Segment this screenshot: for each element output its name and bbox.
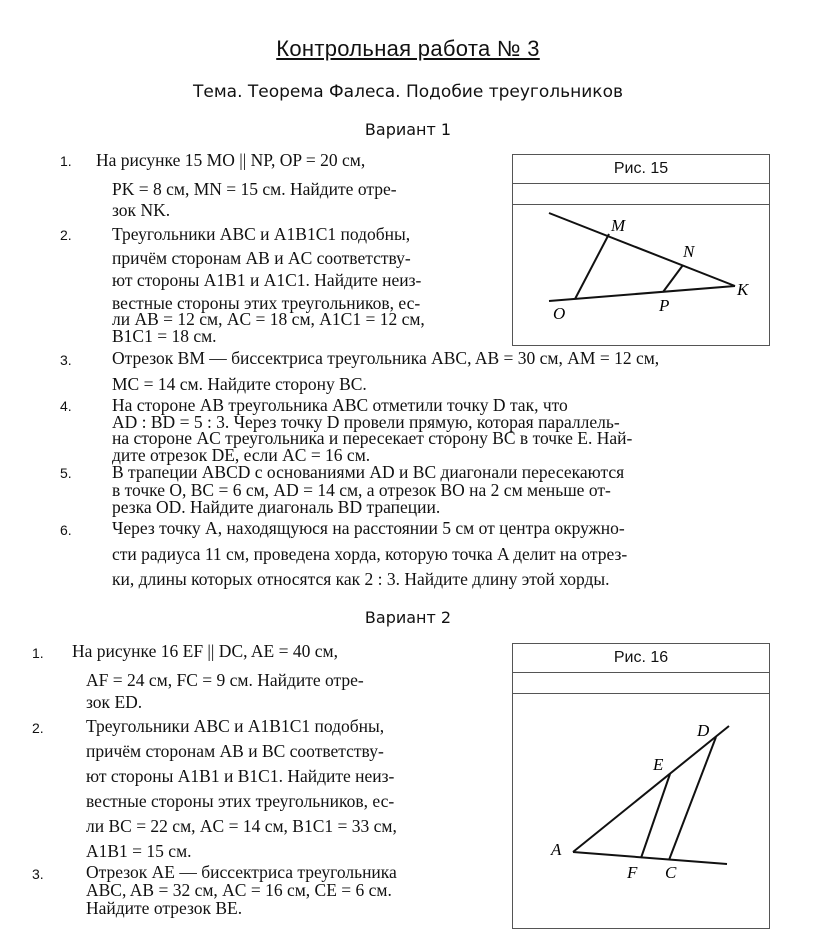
task-line: в точке O, BC = 6 см, AD = 14 см, а отрезок BO на 2 см меньше от- <box>112 480 611 500</box>
task-line: ли BC = 22 см, AC = 14 см, B1C1 = 33 см, <box>86 816 397 836</box>
task-line: Отрезок AE — биссектриса треугольника <box>86 862 397 882</box>
task-line: причём сторонам AB и BC соответству- <box>86 741 384 761</box>
task-number: 2. <box>60 227 72 243</box>
label-n: N <box>683 242 695 261</box>
label-a: A <box>551 840 562 859</box>
task-line: ли AB = 12 см, AC = 18 см, A1C1 = 12 см, <box>112 309 425 329</box>
task-line: ки, длины которых относятся как 2 : 3. Найдите длину этой хорды. <box>112 569 610 589</box>
task-number: 1. <box>32 645 44 661</box>
line-ad <box>573 726 729 852</box>
task-line: AD : BD = 5 : 3. Через точку D провели прямую, которая параллель- <box>112 412 620 432</box>
task-number: 4. <box>60 398 72 414</box>
variant-2-heading: Вариант 2 <box>364 608 452 627</box>
task-line: AF = 24 см, FC = 9 см. Найдите отре- <box>86 670 364 690</box>
task-number: 5. <box>60 465 72 481</box>
segment-np <box>663 265 683 292</box>
variant-1-heading: Вариант 1 <box>364 120 452 139</box>
task-line: зок ED. <box>86 692 143 712</box>
task-line: Отрезок BM — биссектриса треугольника ABC, AB = 30 см, AM = 12 см, <box>112 348 660 368</box>
figure-15-drawing <box>513 205 769 345</box>
label-d: D <box>697 721 710 740</box>
segment-mo <box>575 234 609 299</box>
label-o: O <box>553 304 566 323</box>
task-line: дите отрезок DE, если AC = 16 см. <box>112 445 371 465</box>
label-e: E <box>653 755 664 774</box>
task-line: резка OD. Найдите диагональ BD трапеции. <box>112 497 441 517</box>
task-line: Найдите отрезок BE. <box>86 898 243 918</box>
figure-16 <box>512 643 770 929</box>
label-p: P <box>659 296 670 315</box>
task-number: 6. <box>60 522 72 538</box>
task-line: На рисунке 16 EF || DC, AE = 40 см, <box>72 641 338 661</box>
task-line: ABC, AB = 32 см, AC = 16 см, CE = 6 см. <box>86 880 392 900</box>
task-line: вестные стороны этих треугольников, ес- <box>112 293 421 313</box>
line-mk <box>549 213 735 286</box>
label-k: K <box>737 280 749 299</box>
task-line: В трапеции ABCD с основаниями AD и BC диагонали пересекаются <box>112 462 625 482</box>
task-line: На рисунке 15 MO || NP, OP = 20 см, <box>96 150 366 170</box>
task-line: сти радиуса 11 см, проведена хорда, которую точка A делит на отрез- <box>112 544 628 564</box>
task-line: Треугольники ABC и A1B1C1 подобны, <box>112 224 411 244</box>
task-number: 3. <box>32 866 44 882</box>
task-line: A1B1 = 15 см. <box>86 841 192 861</box>
label-c: C <box>665 863 677 882</box>
figure-15-caption: Рис. 15 <box>513 155 769 184</box>
task-line: вестные стороны этих треугольников, ес- <box>86 791 395 811</box>
task-line: ют стороны A1B1 и B1C1. Найдите неиз- <box>86 766 395 786</box>
line-ac <box>573 852 727 864</box>
figure-16-caption: Рис. 16 <box>513 644 769 673</box>
label-f: F <box>627 863 638 882</box>
task-line: Треугольники ABC и A1B1C1 подобны, <box>86 716 385 736</box>
task-number: 1. <box>60 153 72 169</box>
label-m: M <box>611 216 626 235</box>
figure-15 <box>512 154 770 346</box>
task-line: ют стороны A1B1 и A1C1. Найдите неиз- <box>112 270 422 290</box>
task-line: MC = 14 см. Найдите сторону BC. <box>112 374 367 394</box>
task-line: B1C1 = 18 см. <box>112 326 217 346</box>
task-line: причём сторонам AB и AC соответству- <box>112 248 411 268</box>
task-line: зок NK. <box>112 200 171 220</box>
task-line: на стороне AC треугольника и пересекает сторону BC в точке E. Най- <box>112 428 633 448</box>
figure-16-drawing <box>513 694 769 928</box>
task-number: 2. <box>32 720 44 736</box>
task-line: PK = 8 см, MN = 15 см. Найдите отре- <box>112 179 397 199</box>
task-number: 3. <box>60 352 72 368</box>
page-subtitle: Тема. Теорема Фалеса. Подобие треугольников <box>193 82 623 102</box>
task-line: Через точку A, находящуюся на расстоянии 5 см от центра окружно- <box>112 518 625 538</box>
task-line: На стороне AB треугольника ABC отметили точку D так, что <box>112 395 568 415</box>
page-title: Контрольная работа № 3 <box>276 36 540 61</box>
